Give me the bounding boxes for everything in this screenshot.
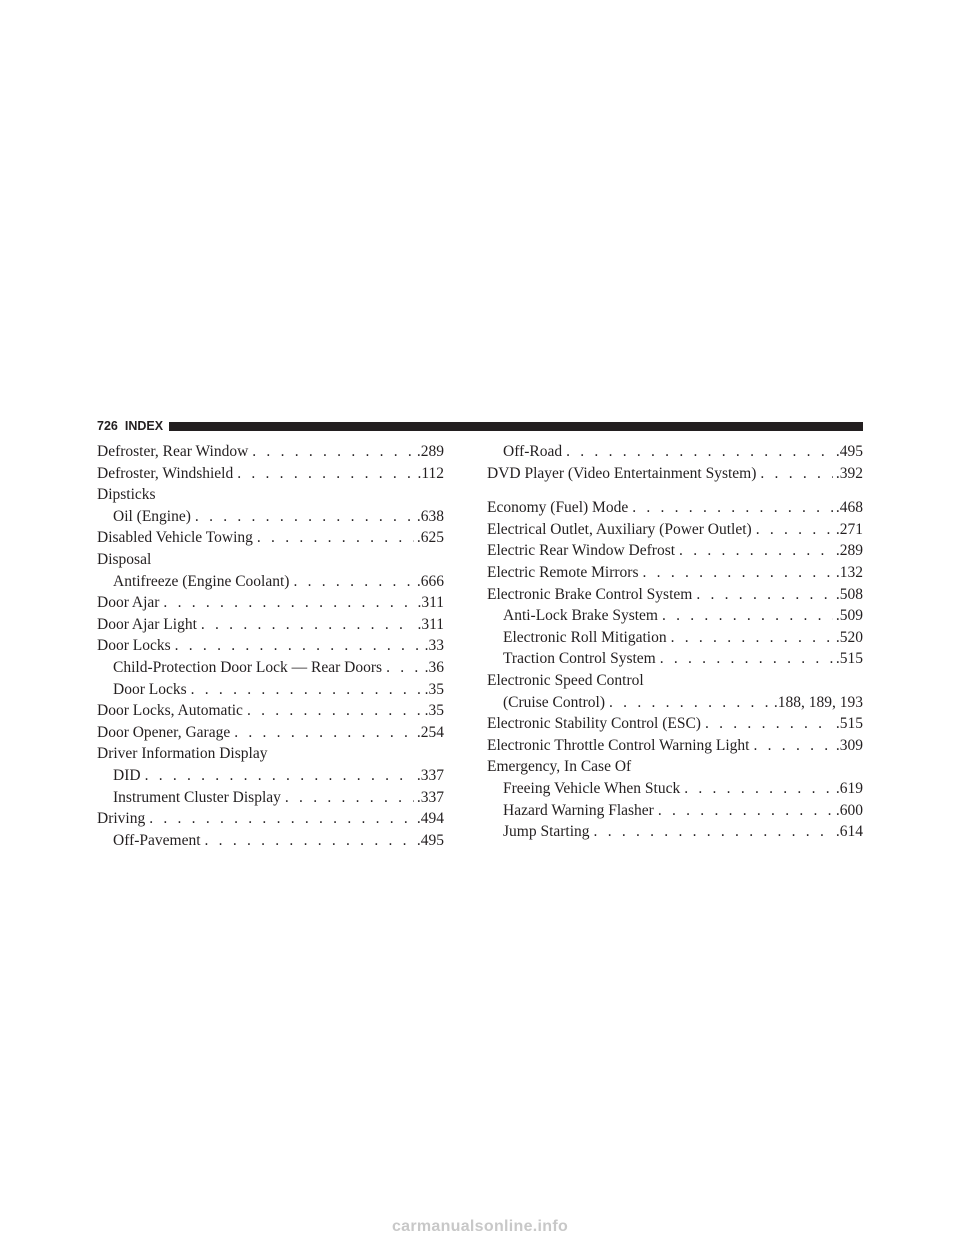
- index-column-left: [97, 441, 444, 851]
- entry-pages: .289: [416, 443, 444, 460]
- entry-label: Electrical Outlet, Auxiliary (Power Outlet): [487, 520, 752, 538]
- dot-leader: [756, 519, 833, 541]
- entry-label: Antifreeze (Engine Coolant): [113, 572, 290, 590]
- index-subentry: [487, 648, 863, 670]
- dot-leader: [660, 648, 833, 670]
- index-entry: [487, 584, 863, 606]
- dot-leader: [195, 506, 414, 528]
- dot-leader: [175, 635, 422, 657]
- dot-leader: [705, 713, 833, 735]
- dot-leader: [145, 765, 414, 787]
- entry-pages: .33: [424, 637, 444, 655]
- entry-pages: .337: [416, 766, 444, 784]
- dot-leader: [247, 700, 422, 722]
- index-entry: [487, 540, 863, 562]
- entry-label: Door Ajar Light: [97, 615, 197, 633]
- dot-leader: [658, 800, 833, 822]
- entry-pages: .337: [416, 788, 444, 806]
- index-column-right: [487, 441, 863, 843]
- entry-label: Electronic Brake Control System: [487, 585, 693, 603]
- entry-pages: .666: [416, 572, 444, 590]
- index-entry: [97, 441, 444, 463]
- index-entry: [97, 463, 444, 485]
- entry-label: Electric Rear Window Defrost: [487, 542, 676, 560]
- dot-leader: [205, 830, 414, 852]
- dot-leader: [237, 463, 414, 485]
- index-subentry: [97, 571, 444, 593]
- dot-leader: [609, 692, 771, 714]
- entry-label: Defroster, Rear Window: [97, 443, 249, 460]
- dot-leader: [285, 787, 414, 809]
- entry-gap: [487, 484, 863, 497]
- dot-leader: [293, 571, 413, 593]
- dot-leader: [594, 821, 833, 843]
- index-subentry: [487, 441, 863, 463]
- dot-leader: [679, 540, 833, 562]
- header-rule: [169, 422, 863, 431]
- index-entry: [487, 713, 863, 735]
- index-subentry: [487, 605, 863, 627]
- index-subentry: [97, 787, 444, 809]
- entry-label: Child-Protection Door Lock — Rear Doors: [113, 658, 383, 676]
- page-number: 726: [97, 419, 118, 433]
- entry-label: Hazard Warning Flasher: [503, 801, 654, 819]
- entry-pages: .515: [835, 650, 863, 668]
- index-subentry: [487, 800, 863, 822]
- index-entry: [97, 527, 444, 549]
- index-entry: [487, 463, 863, 485]
- entry-pages: .271: [835, 520, 863, 538]
- dot-leader: [696, 584, 833, 606]
- index-subentry: [97, 679, 444, 701]
- entry-pages: .600: [835, 801, 863, 819]
- entry-label: Electronic Roll Mitigation: [503, 628, 667, 646]
- entry-label: Oil (Engine): [113, 507, 191, 525]
- entry-label: Door Locks, Automatic: [97, 702, 243, 720]
- dot-leader: [252, 441, 414, 463]
- dot-leader: [632, 497, 833, 519]
- index-subentry: [487, 627, 863, 649]
- watermark: carmanualsonline.info: [391, 1218, 569, 1235]
- dot-leader: [191, 679, 422, 701]
- index-entry: [97, 614, 444, 636]
- entry-pages: .520: [835, 628, 863, 646]
- index-entry: [97, 635, 444, 657]
- index-subentry: [487, 692, 863, 714]
- entry-pages: .35: [424, 680, 444, 698]
- dot-leader: [662, 605, 833, 627]
- entry-label: Instrument Cluster Display: [113, 788, 281, 806]
- dot-leader: [760, 463, 832, 485]
- entry-pages: .309: [835, 736, 863, 754]
- entry-pages: .625: [416, 529, 444, 547]
- entry-label: Door Locks: [97, 637, 171, 655]
- entry-pages: .132: [835, 563, 863, 581]
- index-heading: Emergency, In Case Of: [487, 758, 632, 776]
- entry-pages: .494: [416, 810, 444, 828]
- dot-leader: [257, 527, 414, 549]
- dot-leader: [671, 627, 833, 649]
- entry-label: Jump Starting: [503, 823, 590, 841]
- entry-pages: .495: [835, 443, 863, 460]
- entry-label: (Cruise Control): [503, 693, 606, 711]
- entry-label: Freeing Vehicle When Stuck: [503, 779, 681, 797]
- index-entry: [97, 700, 444, 722]
- index-entry: [97, 722, 444, 744]
- dot-leader: [684, 778, 833, 800]
- dot-leader: [234, 722, 414, 744]
- dot-leader: [201, 614, 415, 636]
- entry-label: Electronic Stability Control (ESC): [487, 715, 701, 733]
- entry-label: Electronic Throttle Control Warning Light: [487, 736, 750, 754]
- entry-pages: .289: [835, 542, 863, 560]
- index-subentry: [487, 821, 863, 843]
- entry-pages: .638: [416, 507, 444, 525]
- entry-label: Traction Control System: [503, 650, 656, 668]
- entry-label: Anti-Lock Brake System: [503, 607, 658, 625]
- index-subentry: [97, 830, 444, 852]
- page-header: [97, 417, 863, 435]
- index-entry: [97, 808, 444, 830]
- index-heading: Disposal: [97, 550, 152, 568]
- entry-label: Off-Road: [503, 443, 563, 460]
- entry-label: Defroster, Windshield: [97, 464, 234, 482]
- entry-label: Door Ajar: [97, 594, 160, 612]
- dot-leader: [754, 735, 833, 757]
- index-subentry: [97, 765, 444, 787]
- entry-pages: .509: [835, 607, 863, 625]
- entry-pages: .392: [835, 464, 863, 482]
- entry-label: Door Locks: [113, 680, 187, 698]
- index-entry: [487, 735, 863, 757]
- index-heading: Electronic Speed Control: [487, 671, 644, 689]
- index-subentry: [97, 506, 444, 528]
- entry-label: DVD Player (Video Entertainment System): [487, 464, 757, 482]
- entry-pages: .35: [424, 702, 444, 720]
- entry-pages: .468: [835, 499, 863, 517]
- entry-label: Disabled Vehicle Towing: [97, 529, 253, 547]
- entry-pages: .311: [417, 615, 444, 633]
- entry-pages: .619: [835, 779, 863, 797]
- entry-label: Economy (Fuel) Mode: [487, 499, 629, 517]
- index-entry: [487, 562, 863, 584]
- dot-leader: [149, 808, 414, 830]
- index-subentry: [487, 778, 863, 800]
- entry-pages: .188, 189, 193: [773, 693, 863, 711]
- index-subentry: [97, 657, 444, 679]
- entry-pages: .495: [416, 831, 444, 849]
- index-entry: [487, 497, 863, 519]
- entry-pages: .614: [835, 823, 863, 841]
- entry-label: Door Opener, Garage: [97, 723, 231, 741]
- section-title: INDEX: [124, 419, 164, 433]
- index-entry: [97, 592, 444, 614]
- dot-leader: [643, 562, 833, 584]
- entry-label: Off-Pavement: [113, 831, 201, 849]
- entry-label: Electric Remote Mirrors: [487, 563, 639, 581]
- entry-pages: .311: [417, 594, 444, 612]
- index-heading: Dipsticks: [97, 486, 156, 504]
- dot-leader: [163, 592, 414, 614]
- entry-pages: .36: [424, 658, 444, 676]
- index-entry: [487, 519, 863, 541]
- dot-leader: [566, 441, 833, 463]
- entry-pages: .508: [835, 585, 863, 603]
- entry-pages: .254: [416, 723, 444, 741]
- entry-pages: .112: [417, 464, 444, 482]
- entry-pages: .515: [835, 715, 863, 733]
- index-heading: Driver Information Display: [97, 745, 268, 763]
- entry-label: Driving: [97, 810, 146, 828]
- entry-label: DID: [113, 766, 141, 784]
- dot-leader: [386, 657, 422, 679]
